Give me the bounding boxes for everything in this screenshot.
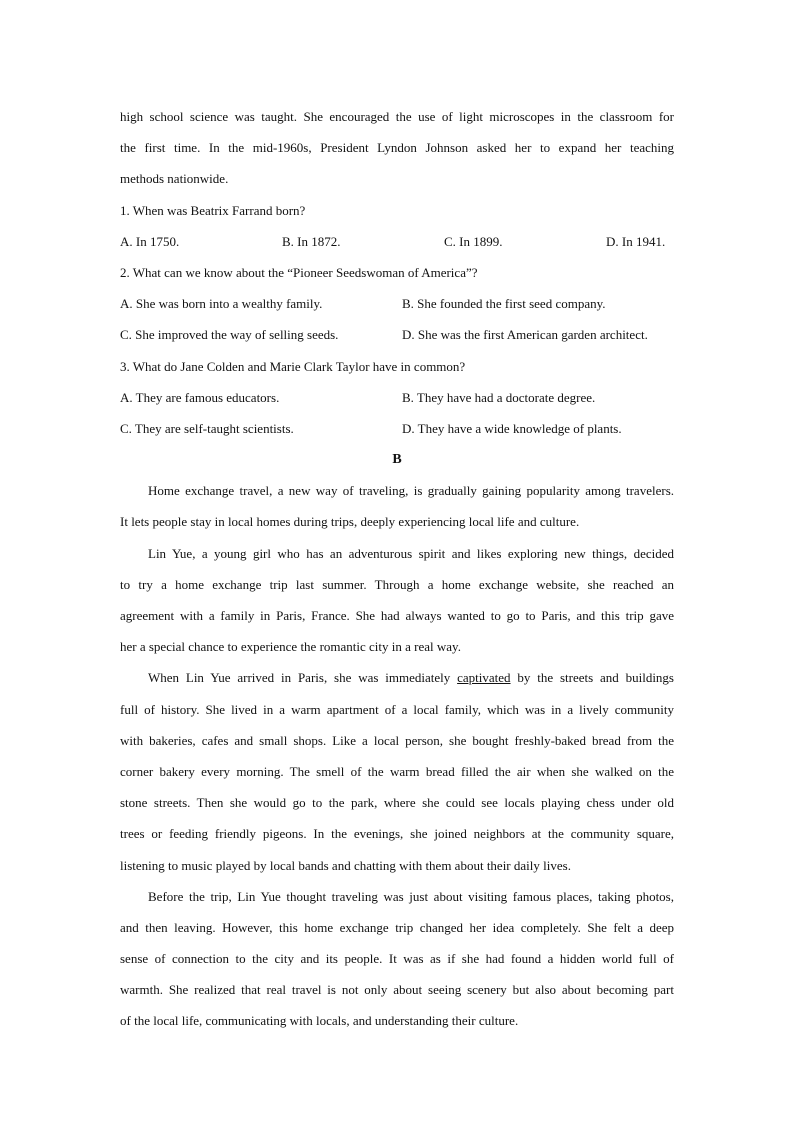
paragraph-3-text: When Lin Yue arrived in Paris, she was immediately	[148, 670, 458, 686]
question-3-option-a: A. They are famous educators.	[120, 389, 280, 405]
paragraph-2-line: agreement with a family in Paris, France. She had always wanted to go to Paris, and this trip gave	[120, 608, 674, 623]
question-3-stem: 3. What do Jane Colden and Marie Clark Taylor have in common?	[120, 358, 466, 374]
passage-a-line: the first time. In the mid-1960s, President Lyndon Johnson asked her to expand her teaching	[120, 140, 674, 156]
paragraph-3-line: listening to music played by local bands and chatting with them about their daily lives.	[120, 857, 571, 873]
document-content	[120, 101, 674, 1037]
underlined-word: captivated	[457, 670, 511, 686]
paragraph-2-line: Lin Yue, a young girl who has an adventurous spirit and likes exploring new things, decided	[148, 545, 674, 561]
question-3-option-d: D. They have a wide knowledge of plants.	[402, 420, 622, 436]
question-2-option-c: C. She improved the way of selling seeds.	[120, 327, 339, 343]
question-1-options	[120, 226, 674, 257]
question-3-options-row-1	[120, 382, 674, 413]
question-2-option-b: B. She founded the first seed company.	[402, 296, 606, 312]
question-2-options-row-2	[120, 319, 674, 350]
paragraph-4-line: of the local life, communicating with locals, and understanding their culture.	[120, 1013, 519, 1029]
question-2-stem: 2. What can we know about the “Pioneer Seedswoman of America”?	[120, 264, 478, 280]
question-3-option-b: B. They have had a doctorate degree.	[402, 389, 596, 405]
paragraph-4-line: sense of connection to the city and its people. It was as if she had found a hidden world full of	[120, 951, 674, 967]
question-1-option-d: D. In 1941.	[606, 233, 666, 249]
question-2-option-a: A. She was born into a wealthy family.	[120, 296, 323, 312]
paragraph-3-line: full of history. She lived in a warm apartment of a local family, which was in a lively community	[120, 701, 674, 717]
paragraph-2-line: her a special chance to experience the romantic city in a real way.	[120, 639, 461, 655]
paragraph-2-line: to try a home exchange trip last summer. Through a home exchange website, she reached an	[120, 576, 674, 592]
question-1-stem: 1. When was Beatrix Farrand born?	[120, 202, 306, 218]
paragraph-4-line: warmth. She realized that real travel is not only about seeing scenery but also about becoming part	[120, 982, 674, 998]
paragraph-1-line: Home exchange travel, a new way of traveling, is gradually gaining popularity among travelers.	[148, 483, 674, 499]
paragraph-3-text: by the streets and buildings	[510, 670, 674, 686]
paragraph-1-line: It lets people stay in local homes during trips, deeply experiencing local life and culture.	[120, 514, 580, 530]
paragraph-3-line: stone streets. Then she would go to the park, where she could see locals playing chess under old	[120, 795, 674, 811]
question-1-option-b: B. In 1872.	[282, 233, 341, 249]
question-2-options-row-1	[120, 288, 674, 319]
question-3-option-c: C. They are self-taught scientists.	[120, 420, 294, 436]
paragraph-3-first-line	[120, 662, 674, 693]
question-2-option-d: D. She was the first American garden architect.	[402, 327, 648, 343]
paragraph-3-line: trees or feeding friendly pigeons. In the evenings, she joined neighbors at the community square,	[120, 826, 674, 842]
section-b-heading: B	[392, 452, 402, 468]
question-1-option-a: A. In 1750.	[120, 233, 180, 249]
paragraph-4-line: Before the trip, Lin Yue thought traveling was just about visiting famous places, taking photos,	[148, 888, 674, 904]
paragraph-3-line: corner bakery every morning. The smell of the warm bread filled the air when she walked on the	[120, 763, 674, 779]
paragraph-3-line: with bakeries, cafes and small shops. Like a local person, she bought freshly-baked bread from the	[120, 732, 674, 748]
paragraph-4-line: and then leaving. However, this home exchange trip changed her idea completely. She felt a deep	[120, 919, 674, 935]
passage-a-line: high school science was taught. She encouraged the use of light microscopes in the classroom for	[120, 109, 674, 124]
question-1-option-c: C. In 1899.	[444, 233, 503, 249]
passage-a-line: methods nationwide.	[120, 171, 229, 187]
question-3-options-row-2	[120, 413, 674, 444]
